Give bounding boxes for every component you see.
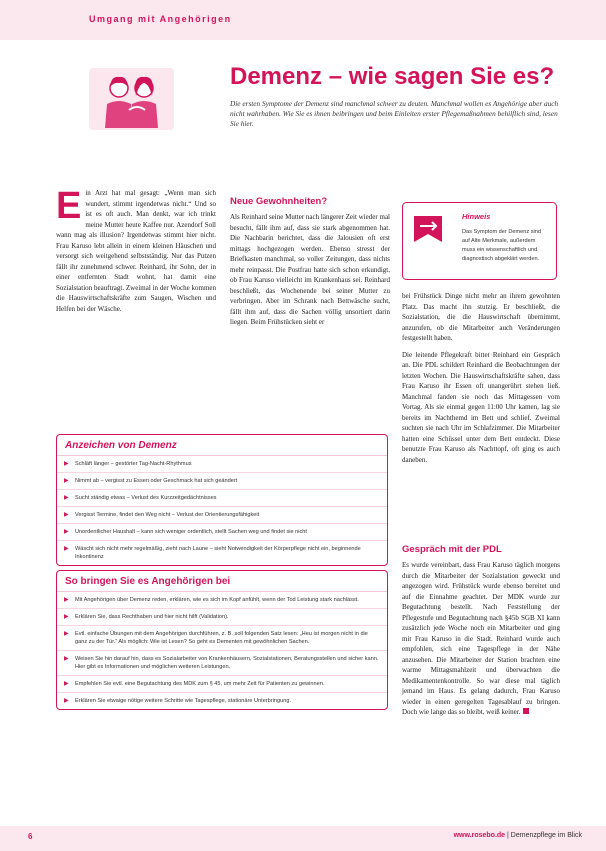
list-item: ▶ Sucht ständig etwas – Verlust des Kurzzeitgedächtnisses	[57, 490, 387, 507]
heading-neue-gewohnheiten: Neue Gewohnheiten?	[230, 196, 328, 207]
article-column-1	[56, 185, 216, 314]
page-title: Demenz – wie sagen Sie es?	[230, 63, 555, 90]
article-text-col3a: bei Frühstück Dinge nicht mehr an ihrem gewohnten Platz. Das macht ihn stutzig. Er beschließt, die Sozialstation, die die Hauswirtschaft übernimmt, anzurufen, ob die Mitarbeiter auch Veränderungen festgestellt haben.	[402, 292, 560, 342]
article-column-3c	[402, 560, 560, 718]
list-item: ▶ Erklären Sie, dass Rechthaben und hier nicht hilft (Validation).	[57, 609, 387, 626]
box-anzeichen-title: Anzeichen von Demenz	[57, 435, 387, 456]
bringen-list	[57, 592, 387, 709]
article-column-3	[402, 291, 560, 471]
list-item: ▶ Nimmt ab – vergisst zu Essen oder Geschmack hat sich geändert	[57, 473, 387, 490]
footer-info	[454, 832, 582, 839]
hint-text: Das Symptom der Demenz sind auf Alte Merkmale, außerdem muss ein wissenschaftlich und diagnostisch abgeklärt werden.	[462, 229, 541, 262]
article-text-col1: in Arzt hat mal gesagt: „Wenn man sich wundert, stimmt irgendetwas nicht.“ Und so ist es oft auch. Man denkt, war ich trinkt meine Mutter heute Kaffee nur. Azendorf Soll wann mag als illusion? Irgendetwas stimmt hier nicht. Frau Karuso lebt allein in einem kleinen Häuschen und versorgt sich weitgehend selbstständig. Nur das Putzen fällt ihr zunehmend schwer. Reinhard, ihr Sohn, der in einer entfernten Stadt wohnt, hat damit eine Sozialstation beauftragt. Zweimal in der Woche kommen die Hauswirtschaftskräfte zum Saugen, Wischen und Helfen bei der Wäsche.	[56, 189, 216, 313]
box-anzeichen-demenz	[56, 434, 388, 566]
article-text-col3b: Die leitende Pflegekraft bittet Reinhard ein Gespräch an. Die PDL schildert Reinhard die Beobachtungen der letzten Wochen. Die Hauswirtschaftskräfte sahen, dass Frau Karuso ihr Essen oft unangerührt stehen ließ. Manchmal fanden sie noch das Mittagessen vom Vortag. Als sie einmal gegen 11:00 Uhr kamen, lag sie bereits im Nachthemd im Bett und schlief. Zweimal suchten sie nach Uhr im Schlafzimmer. Die Mitarbeiter hatten eine Schüssel unter dem Bett entdeckt. Diese benutzte Frau Karuso als Nachttopf, oft ging es auch daneben.	[402, 350, 560, 464]
footer-tagline: | Demenzpflege im Blick	[507, 832, 582, 839]
page-number: 6	[28, 832, 33, 841]
list-item: ▶ Unordentlicher Haushalt – kann sich weniger ordentlich, stellt Sachen weg und findet sie nicht	[57, 524, 387, 541]
list-item: ▶ Wäscht sich nicht mehr regelmäßig, zieht nach Laune – sieht Notwendigkeit der Körperpflege nicht ein, beginnende Inkontinenz	[57, 541, 387, 565]
list-item: ▶ Mit Angehörigen über Demenz reden, erklären, wie es sich im Kopf anfühlt, wenn der Tod Leistung stark nachlässt.	[57, 592, 387, 609]
list-item: ▶ Empfehlen Sie evtl. eine Begutachtung des MDK zum § 45, um mehr Zeit für Patienten zu gewinnen.	[57, 676, 387, 693]
list-item: ▶ Weisen Sie hin darauf hin, dass es Sozialarbeiter von Krankenhäusern, Sozialstationen, Beratungsstellen und sicher kann. Hier gibt es Informationen und möglichen weiteren Leistungen.	[57, 651, 387, 676]
list-item: ▶ Erklären Sie etwaige nötige weitere Schritte wie Tagespflege, stationäre Unterbringung.	[57, 693, 387, 709]
list-item: ▶ Schläft länger – gestörter Tag-Nacht-Rhythmus	[57, 456, 387, 473]
end-mark-icon	[523, 708, 529, 714]
drop-cap: E	[56, 185, 82, 227]
anzeichen-list	[57, 456, 387, 565]
article-text-col3c: Es wurde vereinbart, dass Frau Karuso täglich morgens durch die Mitarbeiter der Sozialstation geweckt und angezogen wird. Frühstück wurde ebenso bereitet und auf die Einnahme geachtet. Der MDK wurde zur Begutachtung bestellt. Nach Feststellung der Pflegestufe und Begutachtung nach §45b SGB XI kann zusätzlich jede Woche noch ein Mitarbeiter und ging mit Frau Karuso in die Stadt. Reinhard wurde auch empfohlen, sich eine Tagespflege in der Nähe anzusehen. Die Mitarbeiter der Station brachten eine warme Mittagsmahlzeit und überwachten die Medikamentenkontrolle. So war diese mal täglich jemand im Haus. Es gelang dadurch, Frau Karuso wieder in einen geregelten Tagesablauf zu bringen. Doch wie lange das so bleibt, weiß keiner.	[402, 561, 560, 716]
article-text-col2: Als Reinhard seine Mutter nach längerer Zeit wieder mal besucht, fällt ihm auf, dass sie stark abgenommen hat. Die Nachbarin berichtet, dass die Jalousien oft erst mittags hochgezogen werden. Ebenso stresst der Briefkasten manchmal, so voller Zeitungen, dass nichts mehr reinpasst. Die Postfrau hatte sich schon erkundigt, ob Frau Karuso vielleicht im Krankenhaus sei. Reinhard beschließt, das Wochenende bei seiner Mutter zu verbringen. Aber im Schrank nach Bettwäsche sucht, fällt ihm auf, dass die Sachen völlig unsortiert darin liegen. Beim Frühstücken sieht er	[230, 213, 390, 326]
hint-title: Hinweis	[462, 212, 491, 221]
box-so-bringen-sie-es-bei	[56, 570, 388, 710]
article-intro: Die ersten Symptome der Demenz sind manchmal schwer zu deuten. Manchmal wollen es Angehörige aber auch nicht wahrhaben. Wie Sie es ihnen beibringen und beim Einleiten erster Pflegemaßnahmen behilflich sind, lesen Sie hier.	[230, 99, 559, 128]
two-people-icon	[89, 68, 174, 130]
list-item: ▶ Evtl. einfache Übungen mit dem Angehörigen durchführen, z. B. soll folgenden Satz lesen: „Heu ist morgen nicht in die ganz zu der Tür.“ Als möglich: Wie ist Lesen? So geht es Dementen mit gewöhnlichen Sachen.	[57, 626, 387, 651]
section-label: Umgang mit Angehörigen	[89, 14, 232, 24]
heading-gespraech-pdl: Gespräch mit der PDL	[402, 544, 502, 555]
footer-url-link[interactable]: www.rosebo.de	[453, 832, 506, 839]
box-bringen-title: So bringen Sie es Angehörigen bei	[57, 571, 387, 592]
list-item: ▶ Vergisst Termine, findet den Weg nicht – Verlust der Orientierungsfähigkeit	[57, 507, 387, 524]
